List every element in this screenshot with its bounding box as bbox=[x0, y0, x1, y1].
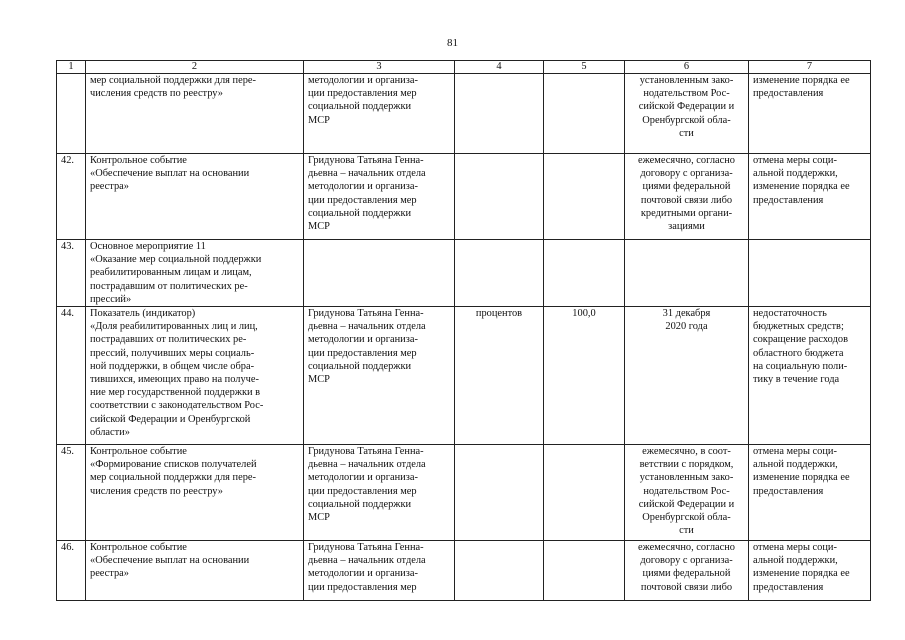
cell-line: реабилитированным лицам и лицам, bbox=[90, 267, 252, 279]
cell-line: Контрольное событие bbox=[90, 155, 187, 166]
cell-line: ции предоставления мер bbox=[308, 194, 417, 206]
cell-responsible bbox=[304, 240, 455, 307]
cell-line: Гридунова Татьяна Генна- bbox=[308, 542, 424, 554]
cell-line: пострадавшим от политических ре- bbox=[90, 280, 248, 292]
cell-line: социальной поддержки bbox=[308, 360, 412, 372]
cell-line: дьевна – начальник отдела bbox=[308, 459, 426, 471]
cell-line: договору с организа- bbox=[640, 168, 733, 180]
cell-responsible bbox=[304, 74, 455, 154]
cell-line: установленным зако- bbox=[639, 472, 734, 484]
cell-line: 100,0 bbox=[572, 308, 596, 320]
cell-deadline bbox=[625, 307, 749, 445]
cell-line: бюджетных средств; bbox=[753, 321, 844, 333]
cell-line: на социальную поли- bbox=[753, 360, 848, 372]
cell-line: методологии и организа- bbox=[308, 568, 418, 580]
cell-number: 44. bbox=[57, 307, 86, 445]
cell-line: тику в течение года bbox=[753, 374, 840, 386]
cell-line: сийской Федерации и bbox=[638, 101, 735, 113]
cell-line: циями федеральной bbox=[642, 181, 731, 193]
cell-unit bbox=[455, 74, 544, 154]
cell-line: нодательством Рос- bbox=[643, 88, 730, 100]
cell-line: «Обеспечение выплат на основании bbox=[90, 555, 250, 567]
cell-line: МСР bbox=[308, 374, 330, 386]
cell-line: предоставления bbox=[753, 88, 824, 100]
cell-line: Гридунова Татьяна Генна- bbox=[308, 155, 424, 166]
cell-deadline bbox=[625, 541, 749, 601]
cell-line: ние мер государственной поддержки в bbox=[90, 387, 261, 399]
cell-line: методологии и организа- bbox=[308, 472, 418, 484]
cell-line: Оренбургской обла- bbox=[642, 114, 731, 126]
cell-line: ции предоставления мер bbox=[308, 485, 417, 497]
cell-line: циями федеральной bbox=[642, 568, 731, 580]
table-row bbox=[57, 541, 871, 601]
cell-line: 2020 года bbox=[665, 321, 708, 333]
cell-risks bbox=[749, 240, 871, 307]
cell-line: сти bbox=[679, 127, 694, 139]
cell-line: области» bbox=[90, 426, 130, 438]
cell-unit bbox=[455, 541, 544, 601]
cell-responsible bbox=[304, 154, 455, 240]
cell-line: установленным зако- bbox=[639, 75, 734, 86]
cell-line: сти bbox=[679, 525, 694, 537]
header-cell-4: 4 bbox=[455, 61, 544, 74]
cell-line: сийской Федерации и bbox=[638, 498, 735, 510]
cell-line: отмена меры соци- bbox=[753, 155, 837, 166]
cell-risks bbox=[749, 445, 871, 541]
cell-line: нодательством Рос- bbox=[643, 485, 730, 497]
cell-line: Гридунова Татьяна Генна- bbox=[308, 308, 424, 320]
cell-line: методологии и организа- bbox=[308, 75, 418, 86]
cell-value bbox=[544, 154, 625, 240]
cell-line: сокращение расходов bbox=[753, 334, 848, 346]
cell-line: социальной поддержки bbox=[308, 207, 412, 219]
cell-line: дьевна – начальник отдела bbox=[308, 555, 426, 567]
cell-line: ции предоставления мер bbox=[308, 581, 417, 593]
header-cell-2: 2 bbox=[86, 61, 304, 74]
cell-line: тившихся, имеющих право на получе- bbox=[90, 374, 259, 386]
cell-line: сийской Федерации и Оренбургской bbox=[90, 413, 251, 425]
cell-line: Основное мероприятие 11 bbox=[90, 241, 206, 252]
cell-line: договору с организа- bbox=[640, 555, 733, 567]
header-cell-6: 6 bbox=[625, 61, 749, 74]
cell-line: ветствии с порядком, bbox=[639, 459, 734, 471]
header-cell-7: 7 bbox=[749, 61, 871, 74]
cell-line: «Оказание мер социальной поддержки bbox=[90, 254, 262, 266]
table-row bbox=[57, 445, 871, 541]
table-row bbox=[57, 240, 871, 307]
cell-line: Оренбургской обла- bbox=[642, 512, 731, 524]
cell-line: изменение порядка ее bbox=[753, 75, 850, 86]
cell-line: дьевна – начальник отдела bbox=[308, 321, 426, 333]
cell-line: социальной поддержки bbox=[308, 498, 412, 510]
cell-line: «Обеспечение выплат на основании bbox=[90, 168, 250, 180]
cell-deadline bbox=[625, 74, 749, 154]
header-cell-3: 3 bbox=[304, 61, 455, 74]
cell-deadline bbox=[625, 445, 749, 541]
cell-risks bbox=[749, 74, 871, 154]
cell-number bbox=[57, 74, 86, 154]
cell-line: кредитными органи- bbox=[640, 207, 733, 219]
cell-deadline bbox=[625, 154, 749, 240]
cell-line: методологии и организа- bbox=[308, 334, 418, 346]
cell-number: 42. bbox=[57, 154, 86, 240]
cell-line: зациями bbox=[668, 221, 705, 233]
cell-name bbox=[86, 154, 304, 240]
cell-line: ной поддержки, в общем числе обра- bbox=[90, 360, 255, 372]
cell-line: МСР bbox=[308, 114, 330, 126]
cell-line: МСР bbox=[308, 512, 330, 524]
cell-line: пострадавших от политических ре- bbox=[90, 334, 247, 346]
cell-line: предоставления bbox=[753, 194, 824, 206]
cell-line: соответствии с законодательством Рос- bbox=[90, 400, 264, 412]
cell-line: МСР bbox=[308, 221, 330, 233]
cell-responsible bbox=[304, 445, 455, 541]
cell-line: альной поддержки, bbox=[753, 555, 838, 567]
cell-line: предоставления bbox=[753, 485, 824, 497]
cell-line: процентов bbox=[475, 308, 523, 320]
cell-line: мер социальной поддержки для пере- bbox=[90, 472, 256, 484]
cell-line: недостаточность bbox=[753, 308, 827, 320]
cell-line: предоставления bbox=[753, 581, 824, 593]
cell-deadline bbox=[625, 240, 749, 307]
cell-line: ежемесячно, согласно bbox=[638, 155, 735, 166]
cell-number: 43. bbox=[57, 240, 86, 307]
cell-line: Показатель (индикатор) bbox=[90, 308, 196, 320]
table-row bbox=[57, 307, 871, 445]
header-row bbox=[57, 61, 871, 74]
measures-table bbox=[56, 60, 871, 601]
cell-line: изменение порядка ее bbox=[753, 472, 850, 484]
cell-line: «Доля реабилитированных лиц и лиц, bbox=[90, 321, 258, 333]
cell-line: «Формирование списков получателей bbox=[90, 459, 257, 471]
cell-risks bbox=[749, 154, 871, 240]
cell-name bbox=[86, 74, 304, 154]
cell-line: ежемесячно, согласно bbox=[638, 542, 735, 554]
table-row bbox=[57, 154, 871, 240]
cell-line: Гридунова Татьяна Генна- bbox=[308, 446, 424, 458]
cell-line: методологии и организа- bbox=[308, 181, 418, 193]
cell-name bbox=[86, 240, 304, 307]
header-cell-5: 5 bbox=[544, 61, 625, 74]
cell-number: 46. bbox=[57, 541, 86, 601]
cell-responsible bbox=[304, 307, 455, 445]
cell-responsible bbox=[304, 541, 455, 601]
cell-value bbox=[544, 74, 625, 154]
cell-line: альной поддержки, bbox=[753, 168, 838, 180]
cell-line: ции предоставления мер bbox=[308, 88, 417, 100]
cell-line: прессий» bbox=[90, 293, 132, 305]
cell-line: почтовой связи либо bbox=[640, 194, 733, 206]
cell-line: ежемесячно, в соот- bbox=[642, 446, 731, 458]
cell-line: альной поддержки, bbox=[753, 459, 838, 471]
page-number: 81 bbox=[447, 37, 458, 49]
cell-line: почтовой связи либо bbox=[640, 581, 733, 593]
cell-risks bbox=[749, 307, 871, 445]
cell-line: отмена меры соци- bbox=[753, 446, 837, 458]
cell-line: числения средств по реестру» bbox=[90, 485, 223, 497]
cell-line: числения средств по реестру» bbox=[90, 88, 223, 100]
cell-line: изменение порядка ее bbox=[753, 181, 850, 193]
cell-line: мер социальной поддержки для пере- bbox=[90, 75, 256, 86]
cell-line: социальной поддержки bbox=[308, 101, 412, 113]
cell-risks bbox=[749, 541, 871, 601]
cell-name bbox=[86, 307, 304, 445]
cell-line: областного бюджета bbox=[753, 347, 844, 359]
cell-line: ции предоставления мер bbox=[308, 347, 417, 359]
cell-line: отмена меры соци- bbox=[753, 542, 837, 554]
cell-unit bbox=[455, 154, 544, 240]
cell-line: прессий, получивших меры социаль- bbox=[90, 347, 255, 359]
cell-line: Контрольное событие bbox=[90, 446, 187, 458]
cell-value bbox=[544, 307, 625, 445]
cell-value bbox=[544, 445, 625, 541]
cell-value bbox=[544, 541, 625, 601]
header-cell-1: 1 bbox=[57, 61, 86, 74]
cell-line: Контрольное событие bbox=[90, 542, 187, 554]
table-row bbox=[57, 74, 871, 154]
cell-line: изменение порядка ее bbox=[753, 568, 850, 580]
cell-number: 45. bbox=[57, 445, 86, 541]
cell-line: дьевна – начальник отдела bbox=[308, 168, 426, 180]
cell-unit bbox=[455, 307, 544, 445]
cell-unit bbox=[455, 240, 544, 307]
cell-line: 31 декабря bbox=[662, 308, 711, 320]
cell-line: реестра» bbox=[90, 568, 129, 580]
cell-unit bbox=[455, 445, 544, 541]
cell-line: реестра» bbox=[90, 181, 129, 193]
cell-name bbox=[86, 541, 304, 601]
cell-name bbox=[86, 445, 304, 541]
cell-value bbox=[544, 240, 625, 307]
